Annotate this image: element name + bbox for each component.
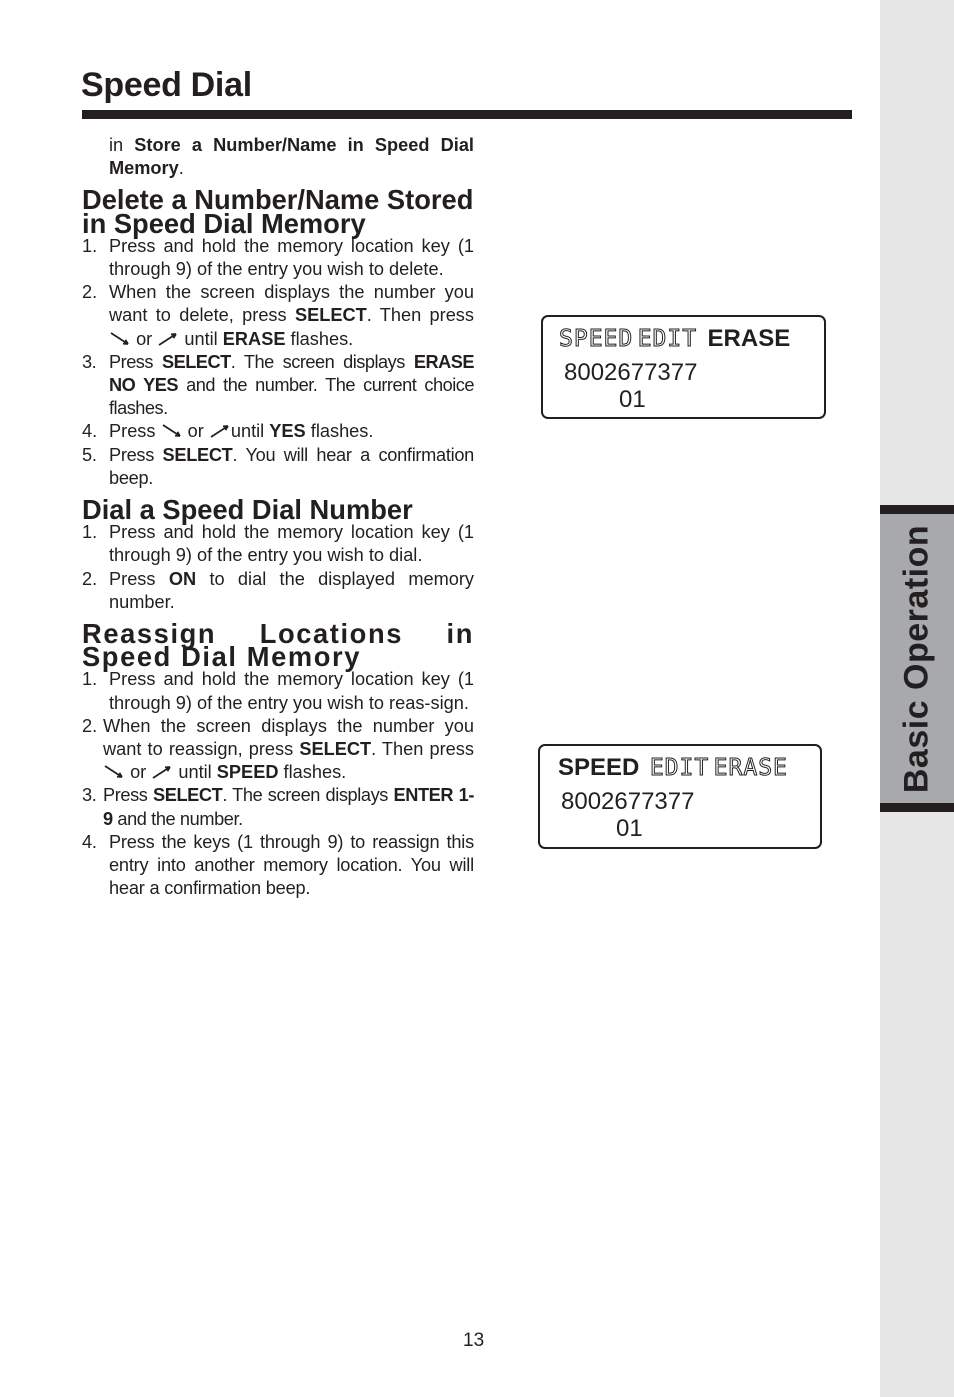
lcd-option-erase-selected: ERASE xyxy=(707,325,791,352)
lcd-phone-number: 8002677377 xyxy=(561,788,695,815)
section-tab-label: Basic Operation xyxy=(897,524,936,793)
reassign-step-3: 3. Press SELECT. The screen displays ENTER 1-9 and the number. xyxy=(82,785,475,829)
page-title: Speed Dial xyxy=(81,66,252,104)
intro-paragraph: in Store a Number/Name in Speed Dial Memory. xyxy=(109,135,474,179)
lcd-memory-location: 01 xyxy=(616,815,643,842)
delete-heading: Delete a Number/Name Stored in Speed Dial Memory xyxy=(82,184,474,239)
lcd-memory-location: 01 xyxy=(619,386,646,413)
lcd-display-erase xyxy=(541,315,826,419)
reassign-step-4: 4. Press the keys (1 through 9) to reassign this entry into another memory location. You will hear a confirmation beep. xyxy=(82,831,474,899)
lcd-option-speed-selected: SPEED xyxy=(558,754,640,781)
scroll-down-arrow-icon xyxy=(109,331,131,347)
lcd-display-speed xyxy=(538,744,822,849)
section-tab xyxy=(880,505,954,812)
scroll-down-arrow-icon xyxy=(103,764,125,780)
lcd-phone-number: 8002677377 xyxy=(564,359,698,386)
reassign-step-1: 1. Press and hold the memory location key (1 through 9) of the entry you wish to reas-sign. xyxy=(82,669,474,713)
dial-step-1: 1. Press and hold the memory location key (1 through 9) of the entry you wish to dial. xyxy=(82,522,474,566)
store-reference: Store a Number/Name in Speed Dial Memory xyxy=(109,135,474,179)
scroll-up-arrow-icon xyxy=(157,331,179,347)
delete-step-2: 2. When the screen displays the number you want to delete, press SELECT. Then press or until ERASE flashes. xyxy=(82,282,474,349)
dial-step-2: 2. Press ON to dial the displayed memory number. xyxy=(82,568,474,612)
reassign-step-2: 2. When the screen displays the number you want to reassign, press SELECT. Then press or until SPEED flashes. xyxy=(82,715,474,783)
lcd-menu-line xyxy=(559,325,796,353)
delete-step-3: 3. Press SELECT. The screen displays ERASE NO YES and the number. The current choice flashes. xyxy=(82,351,474,419)
scroll-down-arrow-icon xyxy=(161,423,183,439)
delete-step-1: 1. Press and hold the memory location key (1 through 9) of the entry you wish to delete. xyxy=(82,235,474,280)
dial-heading: Dial a Speed Dial Number xyxy=(82,494,413,526)
main-column xyxy=(82,134,474,901)
delete-step-4: 4. Press or until YES flashes. xyxy=(82,421,374,442)
page-number: 13 xyxy=(463,1330,485,1351)
scroll-up-arrow-icon xyxy=(209,423,231,439)
lcd-option-speed: SPEED xyxy=(559,326,634,352)
reassign-heading: Reassign Locations in Speed Dial Memory xyxy=(82,618,474,673)
scroll-up-arrow-icon xyxy=(151,764,173,780)
delete-step-5: 5. Press SELECT. You will hear a confirmation beep. xyxy=(82,444,474,488)
lcd-menu-line xyxy=(558,754,788,782)
title-rule xyxy=(82,110,852,119)
lcd-option-edit: EDIT xyxy=(637,326,698,352)
lcd-option-edit: EDIT xyxy=(649,755,710,781)
lcd-option-erase: ERASE xyxy=(713,755,788,781)
